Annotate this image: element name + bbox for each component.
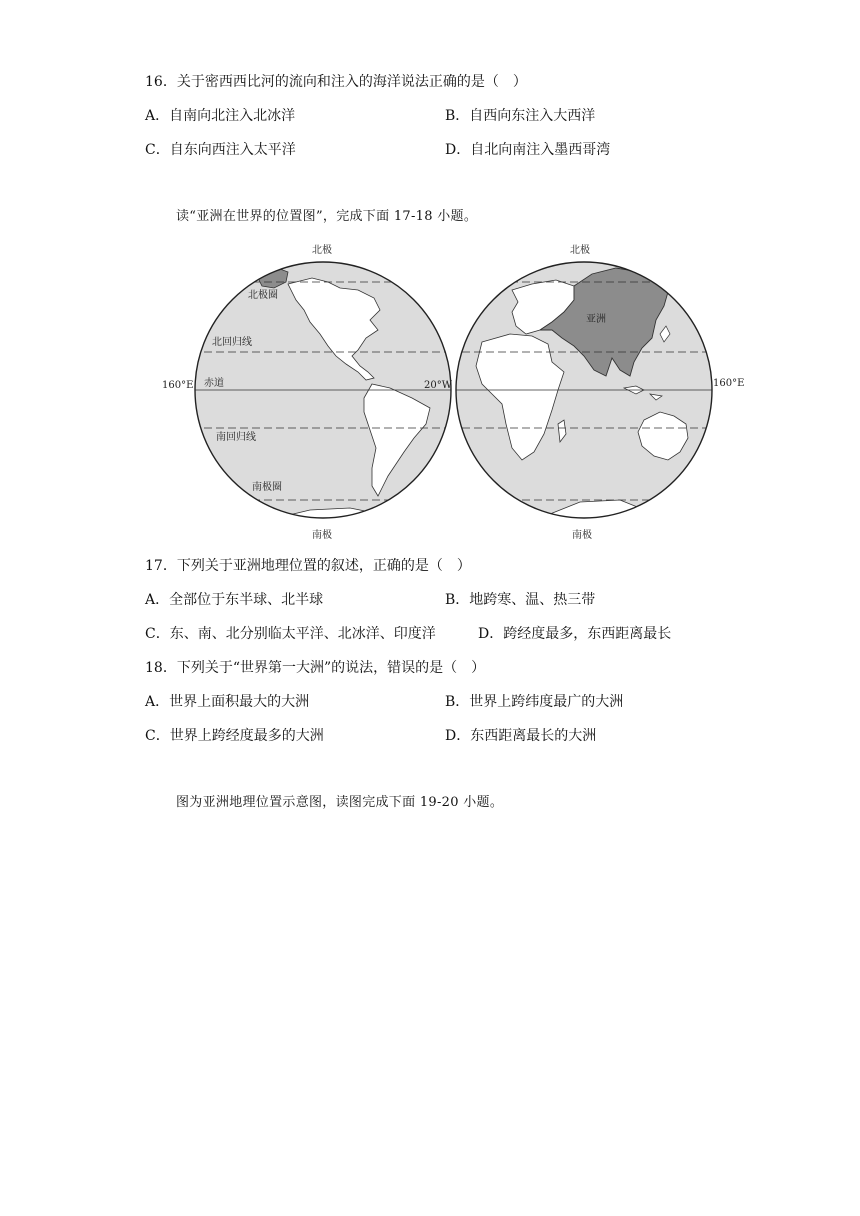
meridian-160e-right-label: 160°E — [713, 378, 745, 389]
east-south-pole-label: 南极 — [572, 530, 592, 541]
question-17-option-d: D．跨经度最多，东西距离最长 — [478, 626, 672, 642]
question-17-stem: 17．下列关于亚洲地理位置的叙述，正确的是（ ） — [145, 558, 471, 574]
question-16-option-d: D．自北向南注入墨西哥湾 — [445, 142, 611, 158]
question-16-option-b: B．自西向东注入大西洋 — [445, 108, 596, 124]
asia-label: 亚洲 — [586, 314, 606, 325]
question-17-option-a: A．全部位于东半球、北半球 — [145, 592, 324, 608]
question-16-option-c: C．自东向西注入太平洋 — [145, 142, 296, 158]
west-north-pole-label: 北极 — [312, 245, 332, 256]
east-north-pole-label: 北极 — [570, 245, 590, 256]
question-18-option-c: C．世界上跨经度最多的大洲 — [145, 728, 324, 744]
question-17-option-b: B．地跨寒、温、热三带 — [445, 592, 596, 608]
west-south-pole-label: 南极 — [312, 530, 332, 541]
arctic-circle-label: 北极圈 — [248, 290, 278, 301]
question-16-option-a: A．自南向北注入北冰洋 — [145, 108, 296, 124]
question-18-option-a: A．世界上面积最大的大洲 — [145, 694, 310, 710]
question-18-option-b: B．世界上跨纬度最广的大洲 — [445, 694, 624, 710]
map-intro-text: 读“亚洲在世界的位置图”，完成下面 17-18 小题。 — [176, 209, 478, 224]
question-16-stem: 16．关于密西西比河的流向和注入的海洋说法正确的是（ ） — [145, 74, 527, 90]
question-18-stem: 18．下列关于“世界第一大洲”的说法，错误的是（ ） — [145, 660, 486, 676]
question-18-option-d: D．东西距离最长的大洲 — [445, 728, 597, 744]
meridian-20w-label: 20°W — [424, 380, 453, 391]
asia-world-position-map — [160, 238, 750, 544]
tropic-capricorn-label: 南回归线 — [216, 432, 256, 443]
antarctic-circle-label: 南极圈 — [252, 482, 282, 493]
map-intro-text-2: 图为亚洲地理位置示意图，读图完成下面 19-20 小题。 — [176, 795, 504, 810]
tropic-cancer-label: 北回归线 — [212, 337, 252, 348]
equator-label: 赤道 — [204, 378, 224, 389]
western-hemisphere — [180, 262, 460, 528]
meridian-160e-left-label: 160°E — [162, 380, 194, 391]
question-17-option-c: C．东、南、北分别临太平洋、北冰洋、印度洋 — [145, 626, 436, 642]
